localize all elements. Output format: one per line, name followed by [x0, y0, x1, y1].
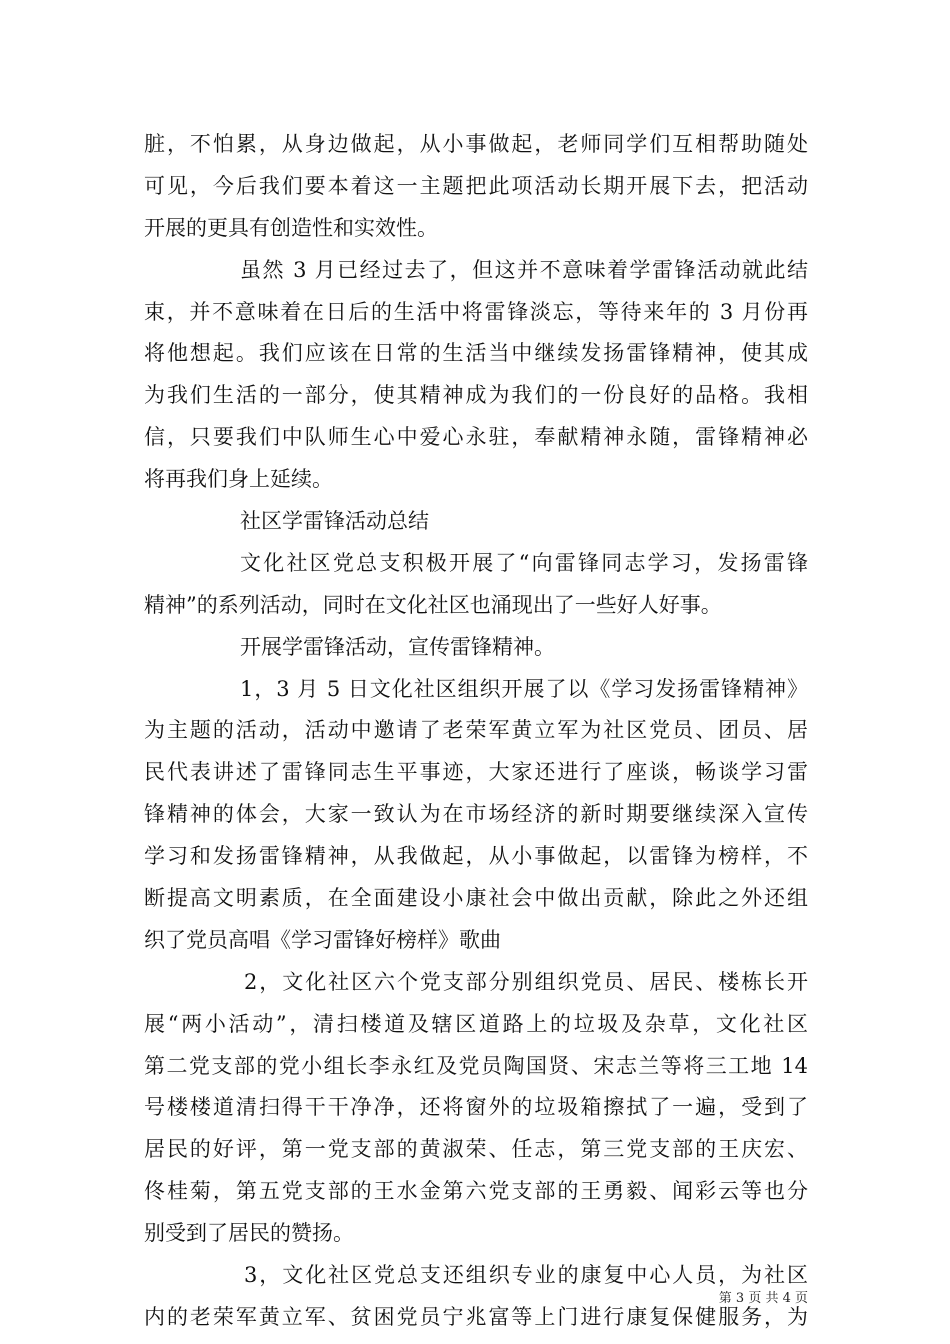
document-body: [144, 124, 808, 1339]
text-line: 织了党员高唱《学习雷锋好榜样》歌曲: [144, 927, 501, 952]
text-line: 内的老荣军黄立军、贫困党员宁兆富等上门进行康复保健服务，为: [144, 1304, 808, 1329]
text-line: 别受到了居民的赞扬。: [144, 1221, 354, 1246]
text-line: 第二党支部的党小组长李永红及党员陶国贤、宋志兰等将三工地 14: [144, 1053, 808, 1078]
text-line: 锋精神的体会，大家一致认为在市场经济的新时期要继续深入宣传: [144, 802, 808, 827]
text-line: 为我们生活的一部分，使其精神成为我们的一份良好的品格。我相: [144, 383, 808, 408]
text-line: 开展的更具有创造性和实效性。: [144, 215, 438, 240]
text-line: 号楼楼道清扫得干干净净，还将窗外的垃圾箱擦拭了一遍，受到了: [144, 1095, 808, 1120]
text-line: 文化社区党总支积极开展了“向雷锋同志学习，发扬雷锋: [240, 550, 808, 575]
text-line: 展“两小活动”，清扫楼道及辖区道路上的垃圾及杂草，文化社区: [144, 1011, 808, 1036]
text-line: 将他想起。我们应该在日常的生活当中继续发扬雷锋精神，使其成: [144, 341, 808, 366]
text-line: 可见，今后我们要本着这一主题把此项活动长期开展下去，把活动: [144, 173, 808, 198]
text-line: 2，文化社区六个党支部分别组织党员、居民、楼栋长开: [244, 969, 808, 994]
text-line: 脏，不怕累，从身边做起，从小事做起，老师同学们互相帮助随处: [144, 132, 808, 156]
text-line: 为主题的活动，活动中邀请了老荣军黄立军为社区党员、团员、居: [144, 718, 808, 743]
text-line: 精神”的系列活动，同时在文化社区也涌现出了一些好人好事。: [144, 592, 722, 617]
text-line: 开展学雷锋活动，宣传雷锋精神。: [240, 634, 555, 659]
text-line: 虽然 3 月已经过去了，但这并不意味着学雷锋活动就此结: [240, 257, 808, 282]
page-number: 第 3 页 共 4 页: [718, 1291, 808, 1306]
text-line: 民代表讲述了雷锋同志生平事迹，大家还进行了座谈，畅谈学习雷: [144, 760, 808, 785]
text-line: 断提高文明素质，在全面建设小康社会中做出贡献，除此之外还组: [144, 886, 808, 911]
text-line: 3，文化社区党总支还组织专业的康复中心人员，为社区: [244, 1263, 808, 1288]
text-line: 居民的好评，第一党支部的黄淑荣、任志，第三党支部的王庆宏、: [144, 1137, 808, 1162]
text-line: 将再我们身上延续。: [144, 467, 333, 492]
text-line: 社区学雷锋活动总结: [240, 509, 429, 534]
text-line: 佟桂菊，第五党支部的王水金第六党支部的王勇毅、闻彩云等也分: [144, 1179, 808, 1204]
text-line: 学习和发扬雷锋精神，从我做起，从小事做起，以雷锋为榜样，不: [144, 844, 808, 869]
text-line: 信，只要我们中队师生心中爱心永驻，奉献精神永随，雷锋精神必: [144, 425, 808, 450]
text-line: 束，并不意味着在日后的生活中将雷锋淡忘，等待来年的 3 月份再: [144, 299, 808, 324]
text-line: 1，3 月 5 日文化社区组织开展了以《学习发扬雷锋精神》: [240, 676, 808, 701]
